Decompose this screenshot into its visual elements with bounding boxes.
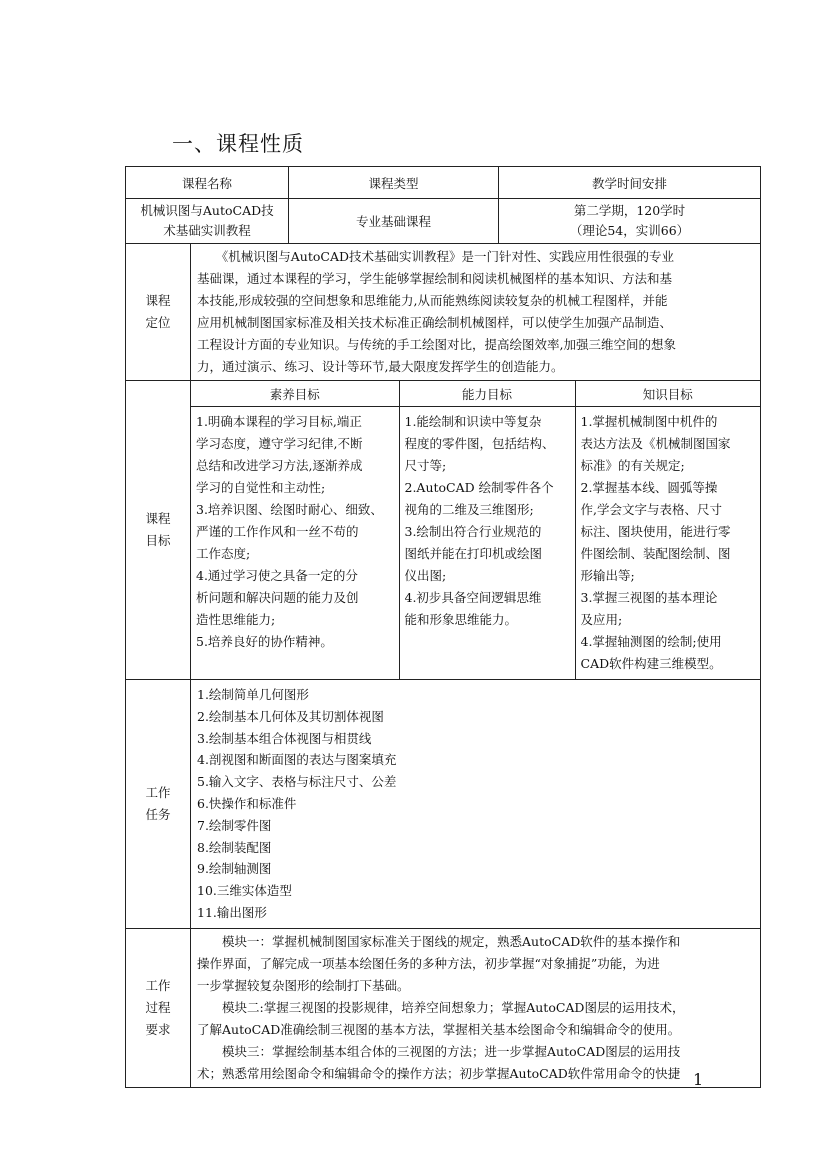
ability-goal-line: 2.AutoCAD 绘制零件各个 <box>404 480 554 495</box>
course-name-cell <box>126 199 289 244</box>
task-item: 2.绘制基本几何体及其切割体视图 <box>197 708 384 724</box>
positioning-line: 本技能,形成较强的空间想象和思维能力,从而能熟练阅读较复杂的机械工程图样，并能 <box>197 293 668 308</box>
schedule-line: （理论54，实训66） <box>569 223 690 238</box>
course-name-line: 机械识图与AutoCAD技 <box>140 203 274 218</box>
section-heading: 一、课程性质 <box>172 132 304 156</box>
course-row <box>126 199 761 244</box>
objectives-label <box>126 381 191 680</box>
process-line: 一步掌握较复杂图形的绘制打下基础。 <box>197 977 410 993</box>
positioning-label <box>126 244 191 381</box>
ability-goal-line: 3.绘制出符合行业规范的 <box>404 524 542 539</box>
task-item: 5.输入文字、表格与标注尺寸、公差 <box>197 774 397 790</box>
process-line: 模块一：掌握机械制图国家标准关于图线的规定，熟悉AutoCAD软件的基本操作和 <box>197 933 681 949</box>
task-item: 4.剖视图和断面图的表达与图案填充 <box>197 752 397 768</box>
ability-goal-line: 仪出图; <box>404 568 447 583</box>
ability-goal-line: 4.初步具备空间逻辑思维 <box>404 590 542 605</box>
quality-goal-line: 学习态度，遵守学习纪律,不断 <box>196 436 363 451</box>
positioning-label-line: 定位 <box>145 315 171 330</box>
task-item: 3.绘制基本组合体视图与相贯线 <box>197 730 372 746</box>
positioning-line: 力，通过演示、练习、设计等环节,最大限度发挥学生的创造能力。 <box>197 359 564 374</box>
objectives-row <box>126 381 761 680</box>
tasks-label-line: 任务 <box>145 806 171 822</box>
process-text <box>191 928 761 1087</box>
quality-goal-line: 5.培养良好的协作精神。 <box>196 634 333 649</box>
quality-goal-line: 造性思维能力; <box>196 612 276 627</box>
process-line: 操作界面，了解完成一项基本绘图任务的多种方法，初步掌握“对象捕捉”功能，为进 <box>197 955 660 971</box>
quality-goal-line: 总结和改进学习方法,逐渐养成 <box>196 458 363 473</box>
positioning-row <box>126 244 761 381</box>
task-item: 7.绘制零件图 <box>197 817 272 833</box>
knowledge-goal-line: 4.掌握轴测图的绘制;使用 <box>580 634 722 649</box>
objectives-label-line: 目标 <box>145 533 171 548</box>
page-number: 1 <box>693 1070 704 1089</box>
ability-goal-line: 视角的二维及三维图形; <box>404 502 534 517</box>
process-label-line: 工作 <box>145 977 171 993</box>
ability-goal-header: 能力目标 <box>399 381 575 407</box>
ability-goal-line: 1.能绘制和识读中等复杂 <box>404 414 542 429</box>
tasks-row <box>126 680 761 929</box>
quality-goal-line: 析问题和解决问题的能力及创 <box>196 590 359 605</box>
course-type-cell: 专业基础课程 <box>289 199 499 244</box>
header-row <box>126 167 761 199</box>
knowledge-goal-line: 1.掌握机械制图中机件的 <box>580 414 718 429</box>
header-course-name: 课程名称 <box>126 167 289 199</box>
knowledge-goal-line: 件图绘制、装配图绘制、图 <box>580 546 731 561</box>
knowledge-goal-line: 2.掌握基本线、圆弧等操 <box>580 480 718 495</box>
process-line: 术；熟悉常用绘图命令和编辑命令的操作方法；初步掌握AutoCAD软件常用命令的快捷 <box>197 1065 681 1081</box>
positioning-line: 《机械识图与AutoCAD技术基础实训教程》是一门针对性、实践应用性很强的专业 <box>197 249 674 264</box>
knowledge-goal-list <box>575 407 760 680</box>
task-item: 1.绘制简单几何图形 <box>197 687 309 702</box>
ability-goal-line: 程度的零件图，包括结构、 <box>404 436 555 451</box>
knowledge-goal-line: CAD软件构建三维模型。 <box>580 656 722 671</box>
objectives-label-line: 课程 <box>145 511 171 526</box>
objectives-subtable <box>191 381 760 679</box>
knowledge-goal-line: 标注、图块使用，能进行零 <box>580 524 731 539</box>
quality-goal-line: 4.通过学习使之具备一定的分 <box>196 568 358 583</box>
process-line: 模块二:掌握三视图的投影规律，培养空间想象力；掌握AutoCAD图层的运用技术， <box>197 999 685 1015</box>
knowledge-goal-line: 3.掌握三视图的基本理论 <box>580 590 718 605</box>
tasks-label <box>126 680 191 929</box>
process-row <box>126 928 761 1087</box>
knowledge-goal-line: 表达方法及《机械制图国家 <box>580 436 731 451</box>
course-name-line: 术基础实训教程 <box>163 223 251 238</box>
positioning-line: 基础课，通过本课程的学习，学生能够掌握绘制和阅读机械图样的基本知识、方法和基 <box>197 271 673 286</box>
objectives-cell <box>191 381 761 680</box>
ability-goal-line: 能和形象思维能力。 <box>404 612 518 627</box>
course-info-table <box>125 166 761 1088</box>
quality-goal-line: 严谨的工作作风和一丝不苟的 <box>196 524 359 539</box>
knowledge-goal-header: 知识目标 <box>575 381 760 407</box>
process-line: 了解AutoCAD准确绘制三视图的基本方法，掌握相关基本绘图命令和编辑命令的使用。 <box>197 1021 681 1037</box>
task-item: 9.绘制轴测图 <box>197 861 272 877</box>
header-course-type: 课程类型 <box>289 167 499 199</box>
tasks-label-line: 工作 <box>145 784 171 800</box>
positioning-text <box>191 244 761 381</box>
process-label-line: 要求 <box>145 1021 171 1037</box>
schedule-cell <box>499 199 761 244</box>
process-label <box>126 928 191 1087</box>
knowledge-goal-line: 形输出等; <box>580 568 635 583</box>
ability-goal-line: 图纸并能在打印机或绘图 <box>404 546 543 561</box>
knowledge-goal-line: 标准》的有关规定; <box>580 458 685 473</box>
header-schedule: 教学时间安排 <box>499 167 761 199</box>
ability-goal-list <box>399 407 575 680</box>
knowledge-goal-line: 及应用; <box>580 612 623 627</box>
process-label-line: 过程 <box>145 999 171 1015</box>
positioning-line: 工程设计方面的专业知识。与传统的手工绘图对比，提高绘图效率,加强三维空间的想象 <box>197 337 676 352</box>
quality-goal-header: 素养目标 <box>191 381 399 407</box>
quality-goal-line: 学习的自觉性和主动性; <box>196 480 326 495</box>
schedule-line: 第二学期，120学时 <box>573 203 686 218</box>
task-item: 10.三维实体造型 <box>197 883 292 899</box>
task-item: 8.绘制装配图 <box>197 839 272 855</box>
positioning-label-line: 课程 <box>145 293 171 308</box>
task-item: 11.输出图形 <box>197 904 267 920</box>
positioning-line: 应用机械制图国家标准及相关技术标准正确绘制机械图样，可以使学生加强产品制造、 <box>197 315 673 330</box>
tasks-list <box>191 680 761 929</box>
knowledge-goal-line: 作,学会文字与表格、尺寸 <box>580 502 722 517</box>
quality-goal-line: 1.明确本课程的学习目标,端正 <box>196 414 362 429</box>
quality-goal-line: 工作态度; <box>196 546 251 561</box>
process-line: 模块三：掌握绘制基本组合体的三视图的方法；进一步掌握AutoCAD图层的运用技 <box>197 1043 681 1059</box>
task-item: 6.快操作和标准件 <box>197 795 297 811</box>
quality-goal-line: 3.培养识图、绘图时耐心、细致、 <box>196 502 383 517</box>
ability-goal-line: 尺寸等; <box>404 458 447 473</box>
quality-goal-list <box>191 407 399 680</box>
